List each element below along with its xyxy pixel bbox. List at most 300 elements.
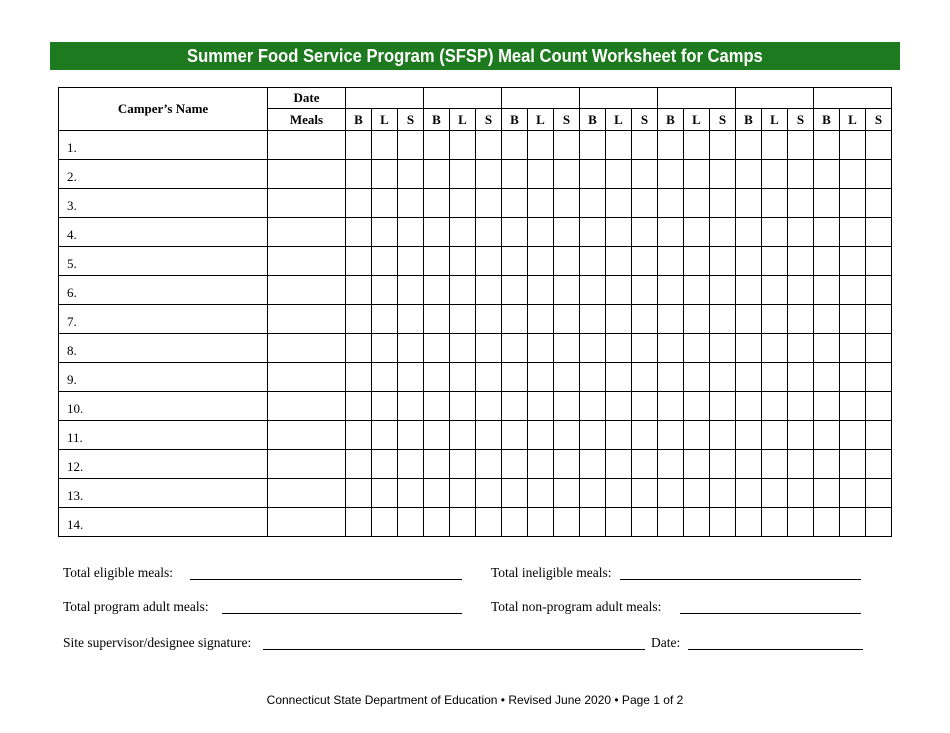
- meal-count-cell[interactable]: [632, 479, 658, 508]
- meal-count-cell[interactable]: [762, 189, 788, 218]
- meal-count-cell[interactable]: [658, 160, 684, 189]
- meal-count-cell[interactable]: [658, 363, 684, 392]
- meal-count-cell[interactable]: [736, 218, 762, 247]
- meal-count-cell[interactable]: [372, 160, 398, 189]
- meal-count-cell[interactable]: [476, 508, 502, 537]
- meal-count-cell[interactable]: [762, 276, 788, 305]
- date-cell[interactable]: [346, 88, 424, 109]
- meal-count-cell[interactable]: [502, 305, 528, 334]
- meal-count-cell[interactable]: [580, 189, 606, 218]
- meal-count-cell[interactable]: [346, 160, 372, 189]
- meal-count-cell[interactable]: [866, 247, 892, 276]
- meal-count-cell[interactable]: [580, 334, 606, 363]
- meal-count-cell[interactable]: [840, 189, 866, 218]
- meal-count-cell[interactable]: [606, 392, 632, 421]
- meal-count-cell[interactable]: [814, 450, 840, 479]
- meal-count-cell[interactable]: [398, 450, 424, 479]
- meal-count-cell[interactable]: [632, 189, 658, 218]
- meal-count-cell[interactable]: [788, 392, 814, 421]
- meal-count-cell[interactable]: [684, 160, 710, 189]
- meal-count-cell[interactable]: [658, 392, 684, 421]
- meal-count-cell[interactable]: [424, 305, 450, 334]
- meal-count-cell[interactable]: [372, 421, 398, 450]
- meal-count-cell[interactable]: [658, 276, 684, 305]
- meal-count-cell[interactable]: [814, 363, 840, 392]
- meal-count-cell[interactable]: [684, 334, 710, 363]
- meal-count-cell[interactable]: [658, 508, 684, 537]
- meal-count-cell[interactable]: [346, 392, 372, 421]
- meal-count-cell[interactable]: [450, 160, 476, 189]
- meal-count-cell[interactable]: [736, 305, 762, 334]
- meal-count-cell[interactable]: [606, 247, 632, 276]
- meal-count-cell[interactable]: [632, 218, 658, 247]
- meal-count-cell[interactable]: [580, 508, 606, 537]
- meal-count-cell[interactable]: [372, 218, 398, 247]
- meal-count-cell[interactable]: [450, 276, 476, 305]
- meal-count-cell[interactable]: [450, 479, 476, 508]
- meal-count-cell[interactable]: [424, 392, 450, 421]
- meal-count-cell[interactable]: [632, 334, 658, 363]
- meal-count-cell[interactable]: [736, 276, 762, 305]
- meal-count-cell[interactable]: [840, 247, 866, 276]
- meal-count-cell[interactable]: [580, 218, 606, 247]
- camper-name-cell[interactable]: [59, 305, 268, 334]
- meal-count-cell[interactable]: [684, 305, 710, 334]
- camper-name-cell[interactable]: [59, 131, 268, 160]
- meal-count-cell[interactable]: [762, 247, 788, 276]
- meal-count-cell[interactable]: [450, 131, 476, 160]
- meal-count-cell[interactable]: [658, 189, 684, 218]
- meal-count-cell[interactable]: [632, 305, 658, 334]
- meal-count-cell[interactable]: [736, 450, 762, 479]
- date-field[interactable]: [688, 649, 863, 650]
- meal-count-cell[interactable]: [346, 421, 372, 450]
- meals-cell[interactable]: [268, 247, 346, 276]
- meal-count-cell[interactable]: [528, 392, 554, 421]
- meal-count-cell[interactable]: [814, 334, 840, 363]
- meals-cell[interactable]: [268, 479, 346, 508]
- meal-count-cell[interactable]: [346, 131, 372, 160]
- meal-count-cell[interactable]: [710, 276, 736, 305]
- meal-count-cell[interactable]: [554, 160, 580, 189]
- meal-count-cell[interactable]: [372, 276, 398, 305]
- meal-count-cell[interactable]: [372, 450, 398, 479]
- meal-count-cell[interactable]: [398, 218, 424, 247]
- meal-count-cell[interactable]: [684, 508, 710, 537]
- meal-count-cell[interactable]: [840, 421, 866, 450]
- meal-count-cell[interactable]: [658, 479, 684, 508]
- meal-count-cell[interactable]: [658, 421, 684, 450]
- meal-count-cell[interactable]: [346, 189, 372, 218]
- meal-count-cell[interactable]: [554, 305, 580, 334]
- meal-count-cell[interactable]: [476, 450, 502, 479]
- meal-count-cell[interactable]: [528, 508, 554, 537]
- meal-count-cell[interactable]: [736, 363, 762, 392]
- meal-count-cell[interactable]: [476, 421, 502, 450]
- meal-count-cell[interactable]: [372, 305, 398, 334]
- meal-count-cell[interactable]: [814, 508, 840, 537]
- meal-count-cell[interactable]: [632, 450, 658, 479]
- meal-count-cell[interactable]: [762, 392, 788, 421]
- meal-count-cell[interactable]: [840, 334, 866, 363]
- meal-count-cell[interactable]: [762, 421, 788, 450]
- meal-count-cell[interactable]: [736, 131, 762, 160]
- meal-count-cell[interactable]: [372, 131, 398, 160]
- meal-count-cell[interactable]: [502, 160, 528, 189]
- meals-cell[interactable]: [268, 276, 346, 305]
- meal-count-cell[interactable]: [476, 392, 502, 421]
- meal-count-cell[interactable]: [528, 305, 554, 334]
- meal-count-cell[interactable]: [502, 276, 528, 305]
- meal-count-cell[interactable]: [346, 218, 372, 247]
- meal-count-cell[interactable]: [502, 363, 528, 392]
- meal-count-cell[interactable]: [424, 247, 450, 276]
- meal-count-cell[interactable]: [528, 450, 554, 479]
- meal-count-cell[interactable]: [424, 421, 450, 450]
- meal-count-cell[interactable]: [528, 189, 554, 218]
- meal-count-cell[interactable]: [476, 305, 502, 334]
- meal-count-cell[interactable]: [710, 160, 736, 189]
- camper-name-cell[interactable]: [59, 218, 268, 247]
- meal-count-cell[interactable]: [346, 479, 372, 508]
- camper-name-cell[interactable]: [59, 392, 268, 421]
- meal-count-cell[interactable]: [502, 131, 528, 160]
- meal-count-cell[interactable]: [502, 189, 528, 218]
- meal-count-cell[interactable]: [788, 450, 814, 479]
- meal-count-cell[interactable]: [710, 450, 736, 479]
- date-cell[interactable]: [658, 88, 736, 109]
- meal-count-cell[interactable]: [710, 189, 736, 218]
- meal-count-cell[interactable]: [450, 189, 476, 218]
- signature-field[interactable]: [263, 649, 645, 650]
- total-non-program-adult-field[interactable]: [680, 613, 861, 614]
- meal-count-cell[interactable]: [502, 508, 528, 537]
- meal-count-cell[interactable]: [710, 334, 736, 363]
- meal-count-cell[interactable]: [398, 131, 424, 160]
- meal-count-cell[interactable]: [658, 131, 684, 160]
- meal-count-cell[interactable]: [476, 247, 502, 276]
- meal-count-cell[interactable]: [450, 392, 476, 421]
- meal-count-cell[interactable]: [554, 131, 580, 160]
- meal-count-cell[interactable]: [866, 160, 892, 189]
- meal-count-cell[interactable]: [762, 508, 788, 537]
- meal-count-cell[interactable]: [528, 479, 554, 508]
- meal-count-cell[interactable]: [528, 363, 554, 392]
- camper-name-cell[interactable]: [59, 508, 268, 537]
- meal-count-cell[interactable]: [450, 305, 476, 334]
- camper-name-cell[interactable]: [59, 334, 268, 363]
- meal-count-cell[interactable]: [398, 508, 424, 537]
- meal-count-cell[interactable]: [476, 160, 502, 189]
- meal-count-cell[interactable]: [814, 392, 840, 421]
- meal-count-cell[interactable]: [684, 363, 710, 392]
- meal-count-cell[interactable]: [788, 247, 814, 276]
- meal-count-cell[interactable]: [450, 363, 476, 392]
- meal-count-cell[interactable]: [424, 363, 450, 392]
- meal-count-cell[interactable]: [840, 218, 866, 247]
- meal-count-cell[interactable]: [502, 450, 528, 479]
- meal-count-cell[interactable]: [684, 247, 710, 276]
- meal-count-cell[interactable]: [450, 508, 476, 537]
- meals-cell[interactable]: [268, 421, 346, 450]
- meal-count-cell[interactable]: [580, 450, 606, 479]
- meal-count-cell[interactable]: [346, 305, 372, 334]
- total-program-adult-field[interactable]: [222, 613, 462, 614]
- meal-count-cell[interactable]: [424, 479, 450, 508]
- meal-count-cell[interactable]: [606, 363, 632, 392]
- meal-count-cell[interactable]: [476, 189, 502, 218]
- meal-count-cell[interactable]: [866, 131, 892, 160]
- meal-count-cell[interactable]: [632, 247, 658, 276]
- meal-count-cell[interactable]: [866, 189, 892, 218]
- camper-name-cell[interactable]: [59, 479, 268, 508]
- meal-count-cell[interactable]: [684, 421, 710, 450]
- meal-count-cell[interactable]: [606, 218, 632, 247]
- meal-count-cell[interactable]: [580, 131, 606, 160]
- meal-count-cell[interactable]: [840, 508, 866, 537]
- meals-cell[interactable]: [268, 131, 346, 160]
- meal-count-cell[interactable]: [814, 305, 840, 334]
- meal-count-cell[interactable]: [814, 160, 840, 189]
- meal-count-cell[interactable]: [398, 479, 424, 508]
- meal-count-cell[interactable]: [424, 508, 450, 537]
- meal-count-cell[interactable]: [606, 421, 632, 450]
- meal-count-cell[interactable]: [606, 450, 632, 479]
- meal-count-cell[interactable]: [762, 160, 788, 189]
- meal-count-cell[interactable]: [554, 363, 580, 392]
- meal-count-cell[interactable]: [814, 421, 840, 450]
- meal-count-cell[interactable]: [736, 334, 762, 363]
- meal-count-cell[interactable]: [372, 247, 398, 276]
- meal-count-cell[interactable]: [658, 218, 684, 247]
- meal-count-cell[interactable]: [554, 189, 580, 218]
- meal-count-cell[interactable]: [476, 276, 502, 305]
- meal-count-cell[interactable]: [788, 276, 814, 305]
- meals-cell[interactable]: [268, 392, 346, 421]
- date-cell[interactable]: [580, 88, 658, 109]
- meal-count-cell[interactable]: [606, 334, 632, 363]
- meal-count-cell[interactable]: [632, 508, 658, 537]
- meal-count-cell[interactable]: [424, 189, 450, 218]
- meal-count-cell[interactable]: [788, 334, 814, 363]
- meal-count-cell[interactable]: [606, 189, 632, 218]
- meal-count-cell[interactable]: [528, 421, 554, 450]
- meal-count-cell[interactable]: [788, 508, 814, 537]
- meal-count-cell[interactable]: [398, 421, 424, 450]
- meal-count-cell[interactable]: [580, 247, 606, 276]
- meal-count-cell[interactable]: [606, 160, 632, 189]
- meal-count-cell[interactable]: [424, 334, 450, 363]
- meal-count-cell[interactable]: [528, 334, 554, 363]
- meal-count-cell[interactable]: [372, 392, 398, 421]
- meal-count-cell[interactable]: [398, 247, 424, 276]
- meal-count-cell[interactable]: [528, 218, 554, 247]
- meals-cell[interactable]: [268, 508, 346, 537]
- meal-count-cell[interactable]: [840, 479, 866, 508]
- meal-count-cell[interactable]: [840, 305, 866, 334]
- meal-count-cell[interactable]: [346, 363, 372, 392]
- meal-count-cell[interactable]: [840, 450, 866, 479]
- meal-count-cell[interactable]: [866, 305, 892, 334]
- meal-count-cell[interactable]: [398, 276, 424, 305]
- camper-name-cell[interactable]: [59, 160, 268, 189]
- meal-count-cell[interactable]: [710, 421, 736, 450]
- meal-count-cell[interactable]: [398, 160, 424, 189]
- meal-count-cell[interactable]: [736, 392, 762, 421]
- meal-count-cell[interactable]: [762, 334, 788, 363]
- meal-count-cell[interactable]: [788, 305, 814, 334]
- meal-count-cell[interactable]: [424, 450, 450, 479]
- meal-count-cell[interactable]: [580, 363, 606, 392]
- meal-count-cell[interactable]: [788, 160, 814, 189]
- meal-count-cell[interactable]: [580, 392, 606, 421]
- meal-count-cell[interactable]: [658, 334, 684, 363]
- camper-name-cell[interactable]: [59, 450, 268, 479]
- meal-count-cell[interactable]: [476, 479, 502, 508]
- meal-count-cell[interactable]: [840, 276, 866, 305]
- meal-count-cell[interactable]: [554, 508, 580, 537]
- meal-count-cell[interactable]: [788, 131, 814, 160]
- meal-count-cell[interactable]: [554, 450, 580, 479]
- meal-count-cell[interactable]: [554, 479, 580, 508]
- meal-count-cell[interactable]: [814, 131, 840, 160]
- camper-name-cell[interactable]: [59, 363, 268, 392]
- meal-count-cell[interactable]: [424, 218, 450, 247]
- date-cell[interactable]: [502, 88, 580, 109]
- meal-count-cell[interactable]: [554, 334, 580, 363]
- meal-count-cell[interactable]: [632, 421, 658, 450]
- meal-count-cell[interactable]: [762, 131, 788, 160]
- meal-count-cell[interactable]: [840, 160, 866, 189]
- meal-count-cell[interactable]: [450, 247, 476, 276]
- meal-count-cell[interactable]: [866, 334, 892, 363]
- camper-name-cell[interactable]: [59, 247, 268, 276]
- meals-cell[interactable]: [268, 218, 346, 247]
- meal-count-cell[interactable]: [866, 479, 892, 508]
- meal-count-cell[interactable]: [398, 189, 424, 218]
- meal-count-cell[interactable]: [866, 363, 892, 392]
- total-ineligible-field[interactable]: [620, 579, 861, 580]
- meal-count-cell[interactable]: [632, 363, 658, 392]
- meal-count-cell[interactable]: [814, 218, 840, 247]
- meal-count-cell[interactable]: [424, 276, 450, 305]
- meal-count-cell[interactable]: [346, 508, 372, 537]
- meal-count-cell[interactable]: [580, 421, 606, 450]
- meals-cell[interactable]: [268, 305, 346, 334]
- date-cell[interactable]: [736, 88, 814, 109]
- meal-count-cell[interactable]: [866, 450, 892, 479]
- meal-count-cell[interactable]: [502, 392, 528, 421]
- meal-count-cell[interactable]: [502, 247, 528, 276]
- meal-count-cell[interactable]: [866, 276, 892, 305]
- meal-count-cell[interactable]: [632, 131, 658, 160]
- meal-count-cell[interactable]: [632, 160, 658, 189]
- meal-count-cell[interactable]: [710, 363, 736, 392]
- meal-count-cell[interactable]: [398, 334, 424, 363]
- meal-count-cell[interactable]: [710, 508, 736, 537]
- meal-count-cell[interactable]: [710, 392, 736, 421]
- meal-count-cell[interactable]: [502, 218, 528, 247]
- meal-count-cell[interactable]: [658, 247, 684, 276]
- meal-count-cell[interactable]: [840, 363, 866, 392]
- meal-count-cell[interactable]: [606, 276, 632, 305]
- meal-count-cell[interactable]: [736, 421, 762, 450]
- meal-count-cell[interactable]: [580, 160, 606, 189]
- meal-count-cell[interactable]: [788, 363, 814, 392]
- meal-count-cell[interactable]: [866, 421, 892, 450]
- meal-count-cell[interactable]: [736, 160, 762, 189]
- date-cell[interactable]: [814, 88, 892, 109]
- meal-count-cell[interactable]: [554, 218, 580, 247]
- meal-count-cell[interactable]: [372, 479, 398, 508]
- meal-count-cell[interactable]: [528, 276, 554, 305]
- meal-count-cell[interactable]: [762, 363, 788, 392]
- meal-count-cell[interactable]: [398, 363, 424, 392]
- meal-count-cell[interactable]: [450, 218, 476, 247]
- meal-count-cell[interactable]: [580, 479, 606, 508]
- meal-count-cell[interactable]: [632, 392, 658, 421]
- meal-count-cell[interactable]: [788, 421, 814, 450]
- meal-count-cell[interactable]: [788, 479, 814, 508]
- meal-count-cell[interactable]: [814, 479, 840, 508]
- meal-count-cell[interactable]: [372, 363, 398, 392]
- meal-count-cell[interactable]: [736, 508, 762, 537]
- meal-count-cell[interactable]: [866, 508, 892, 537]
- meal-count-cell[interactable]: [814, 247, 840, 276]
- meal-count-cell[interactable]: [632, 276, 658, 305]
- meal-count-cell[interactable]: [814, 189, 840, 218]
- meal-count-cell[interactable]: [684, 276, 710, 305]
- meal-count-cell[interactable]: [346, 450, 372, 479]
- meal-count-cell[interactable]: [762, 479, 788, 508]
- meal-count-cell[interactable]: [502, 479, 528, 508]
- meal-count-cell[interactable]: [866, 218, 892, 247]
- meal-count-cell[interactable]: [554, 421, 580, 450]
- meal-count-cell[interactable]: [528, 160, 554, 189]
- meal-count-cell[interactable]: [736, 247, 762, 276]
- meals-cell[interactable]: [268, 363, 346, 392]
- meal-count-cell[interactable]: [606, 479, 632, 508]
- meal-count-cell[interactable]: [736, 479, 762, 508]
- date-cell[interactable]: [424, 88, 502, 109]
- meal-count-cell[interactable]: [554, 276, 580, 305]
- meal-count-cell[interactable]: [762, 305, 788, 334]
- meal-count-cell[interactable]: [814, 276, 840, 305]
- meal-count-cell[interactable]: [450, 421, 476, 450]
- meal-count-cell[interactable]: [580, 305, 606, 334]
- meal-count-cell[interactable]: [658, 450, 684, 479]
- meal-count-cell[interactable]: [476, 334, 502, 363]
- meal-count-cell[interactable]: [398, 305, 424, 334]
- meal-count-cell[interactable]: [424, 131, 450, 160]
- meal-count-cell[interactable]: [346, 247, 372, 276]
- meal-count-cell[interactable]: [684, 218, 710, 247]
- meal-count-cell[interactable]: [788, 218, 814, 247]
- meal-count-cell[interactable]: [450, 450, 476, 479]
- meal-count-cell[interactable]: [684, 131, 710, 160]
- meal-count-cell[interactable]: [684, 392, 710, 421]
- meals-cell[interactable]: [268, 450, 346, 479]
- meals-cell[interactable]: [268, 334, 346, 363]
- meal-count-cell[interactable]: [372, 334, 398, 363]
- meal-count-cell[interactable]: [736, 189, 762, 218]
- meal-count-cell[interactable]: [554, 392, 580, 421]
- meal-count-cell[interactable]: [476, 218, 502, 247]
- meal-count-cell[interactable]: [398, 392, 424, 421]
- camper-name-cell[interactable]: [59, 189, 268, 218]
- meal-count-cell[interactable]: [788, 189, 814, 218]
- meal-count-cell[interactable]: [346, 276, 372, 305]
